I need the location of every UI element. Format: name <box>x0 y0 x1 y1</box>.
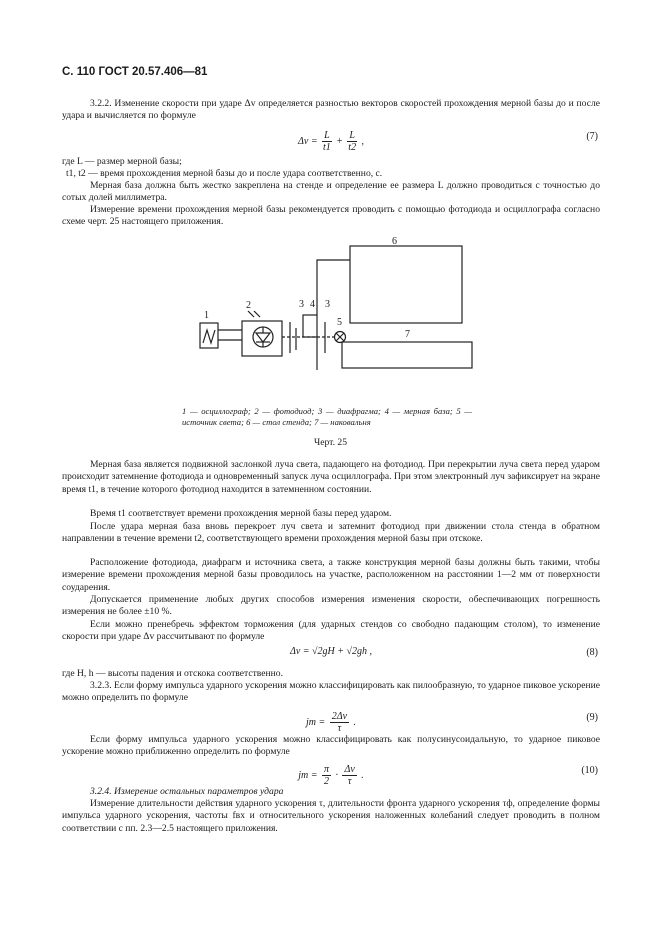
formula-10-expression: jm = $\frac{\pi}{2}$ · $\frac{\Delta v}{\tau}$ . <box>298 764 364 787</box>
formula-7-lhs: Δv = <box>298 135 318 147</box>
label-1: 1 <box>204 310 209 321</box>
stand-table-box <box>350 246 462 323</box>
where-clause-2: t1, t2 — время прохождения мерной базы до и после удара соответственно, с. <box>66 168 383 179</box>
formula-7-number: (7) <box>586 131 598 142</box>
schematic-diagram <box>180 225 500 400</box>
paragraph-other-params: Измерение длительности действия ударного ускорения τ, длительности фронта ударного ускорения τф, определение формы импульса ударного ускорения, частоты fвх и относительного ускорения наложенных колебаний следует проводить в полном соответствии с пп. 2.3—2.5 настоящего приложения. <box>62 798 600 834</box>
formula-7 <box>62 126 600 153</box>
label-6: 6 <box>392 236 397 247</box>
formula-7-expression: Δv = $\frac{L}{t1}$ + $\frac{L}{t2}$ , <box>298 130 364 153</box>
formula-9-number: (9) <box>586 712 598 723</box>
paragraph-half-sine: Если форму импульса ударного ускорения можно классифицировать как полусинусоидальную, то ударное пиковое ускорение можно приближенно определить по формуле <box>62 734 600 758</box>
paragraph-braking: Если можно пренебречь эффектом торможения (для ударных стендов со свободно падающим столом), то изменение скорости при ударе Δv рассчитывают по формуле <box>62 619 600 643</box>
page-header: С. 110 ГОСТ 20.57.406—81 <box>62 66 208 78</box>
paragraph-time-t1: Время t1 соответствует времени прохождения мерной базы перед ударом. <box>90 508 392 519</box>
formula-7-fraction-2: $\frac{L}{t2}$ <box>348 130 357 153</box>
label-3-right: 3 <box>325 299 330 310</box>
label-4: 4 <box>310 299 315 310</box>
formula-10-number: (10) <box>581 765 598 776</box>
figure-legend: 1 — осциллограф; 2 — фотодиод; 3 — диафрагма; 4 — мерная база; 5 — источник света; 6 — стол стенда; 7 — наковальня <box>182 406 472 427</box>
formula-10 <box>62 760 600 787</box>
where-clause-1: где L — размер мерной базы; <box>62 156 182 167</box>
paragraph-3-2-2: 3.2.2. Изменение скорости при ударе Δv определяется разностью векторов скоростей прохождения мерной базы до и после удара и вычисляется по формуле <box>62 98 600 122</box>
measure-base-link <box>317 260 350 315</box>
where-clause-3: где H, h — высоты падения и отскока соответственно. <box>62 668 283 679</box>
measure-base <box>303 315 317 337</box>
paragraph-rebound: После удара мерная база вновь перекроет луч света и затемнит фотодиод при движении стола стенда в обратном направлении в течение времени t2, соответствующего времени прохождения мерной базы при отскоке. <box>62 521 600 545</box>
formula-8-expression: Δv = √2gH + √2gh , <box>289 646 372 657</box>
paragraph-measure-base: Мерная база должна быть жестко закреплена на стенде и определение ее размера L должно проводиться с точностью до сотых долей миллиметра. <box>62 180 600 204</box>
label-5: 5 <box>337 317 342 328</box>
paragraph-error: Допускается применение любых других способов измерения изменения скорости, обеспечивающих погрешность измерения не более ±10 %. <box>62 594 600 618</box>
paragraph-photodiode: Измерение времени прохождения мерной базы рекомендуется проводить с помощью фотодиода и осциллографа согласно схеме черт. 25 настоящего приложения. <box>62 204 600 228</box>
paragraph-arrangement: Расположение фотодиода, диафрагм и источника света, а также конструкция мерной базы должны быть такими, чтобы измерение времени прохождения мерной базы проводилось на участке, расположенном на расстоянии 1—2 мм от поверхности соударения. <box>62 557 600 593</box>
anvil-box <box>342 342 472 368</box>
label-3-left: 3 <box>299 299 304 310</box>
formula-10-fraction-2: $\frac{\Delta v}{\tau}$ <box>344 764 355 787</box>
formula-9 <box>62 707 600 734</box>
formula-8-number: (8) <box>586 647 598 658</box>
formula-8 <box>62 642 600 664</box>
formula-9-fraction: $\frac{2\Delta v}{\tau}$ <box>331 711 348 734</box>
photodiode-box <box>242 321 282 356</box>
paragraph-3-2-3: 3.2.3. Если форму импульса ударного ускорения можно классифицировать как пилообразную, то ударное пиковое ускорение можно определить по формуле <box>62 680 600 704</box>
label-2: 2 <box>246 300 251 311</box>
label-7: 7 <box>405 329 410 340</box>
formula-10-fraction-1: $\frac{\pi}{2}$ <box>323 764 329 787</box>
formula-7-fraction-1: $\frac{L}{t1}$ <box>322 130 331 153</box>
oscilloscope-wave-icon <box>203 330 215 343</box>
paragraph-shutter: Мерная база является подвижной заслонкой луча света, падающего на фотодиод. При перекрытии луча света перед ударом происходит затемнение фотодиода и одновременный запуск луча осциллографа. При этом электронный луч зафиксирует на экране время t1, в течение которого фотодиод находится в затемненном состоянии. <box>62 459 600 495</box>
figure-caption: Черт. 25 <box>313 437 348 448</box>
formula-9-expression: jm = $\frac{2\Delta v}{\tau}$ . <box>305 711 357 734</box>
section-3-2-4-heading: 3.2.4. Измерение остальных параметров удара <box>90 786 284 797</box>
